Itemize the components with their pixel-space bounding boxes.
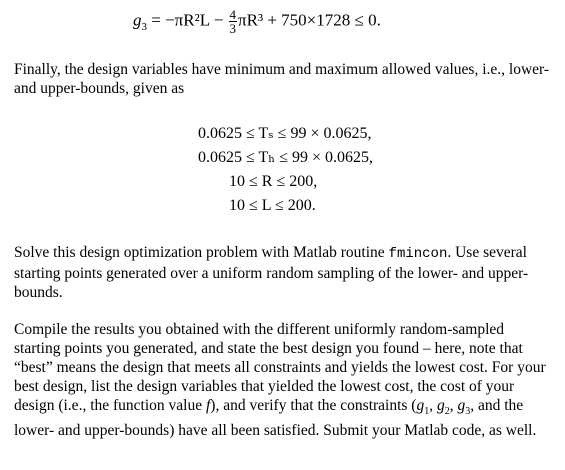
- bounds-list: [198, 122, 373, 218]
- compile-text-1: Compile the results you obtained with the different uniformly random-sampled starting points you generated, and state the best design you found – here, note that “best” means the design that meets all constraints and yields the lowest cost. For your best design, list the design variables that yielded the lowest cost, the cost of your design (i.e., the function value: [14, 321, 546, 414]
- fraction-numerator: 4: [229, 7, 237, 22]
- comma: ,: [429, 397, 437, 414]
- compile-text-2: ), and verify that the constraints (: [210, 397, 417, 414]
- g3-subscript-inline: 3: [465, 406, 471, 418]
- equation-g3: [133, 8, 381, 35]
- g3-symbol-inline: g: [457, 397, 466, 414]
- comma: ,: [449, 397, 458, 414]
- fmincon-code: fmincon: [388, 246, 448, 262]
- bounds-intro-paragraph: Finally, the design variables have minimum and maximum allowed values, i.e., lower- and upper-bounds, given as: [14, 61, 550, 97]
- g3-symbol: g: [133, 10, 142, 30]
- compile-text-3: , and the lower- and upper-bounds) have all been satisfied. Submit your Matlab code, as well.: [14, 397, 537, 440]
- solve-text-1: Solve this design optimization problem with Matlab routine: [14, 244, 389, 261]
- g3-term-1: = −πR²L −: [147, 10, 228, 30]
- bound-r: 10 ≤ R ≤ 200,: [229, 173, 318, 190]
- bound-th: 0.0625 ≤ Tₕ ≤ 99 × 0.0625,: [198, 149, 373, 166]
- g3-term-2: πR³ + 750×1728 ≤ 0.: [238, 10, 381, 30]
- g1-subscript: 1: [424, 406, 430, 418]
- g2-subscript: 2: [444, 406, 450, 418]
- fraction-four-thirds: [229, 8, 238, 35]
- fraction-denominator: 3: [229, 21, 237, 36]
- bound-ts: 0.0625 ≤ Tₛ ≤ 99 × 0.0625,: [198, 125, 372, 142]
- solve-text-2: . Use several starting points generated over a uniform random sampling of the lower- and upper-bounds.: [14, 244, 529, 301]
- g2-symbol: g: [436, 397, 445, 414]
- bound-l: 10 ≤ L ≤ 200.: [229, 197, 316, 214]
- solve-instruction-paragraph: [14, 243, 554, 302]
- compile-results-paragraph: [14, 320, 554, 440]
- f-symbol: f: [205, 397, 211, 414]
- g3-subscript: 3: [141, 20, 147, 33]
- g1-symbol: g: [416, 397, 425, 414]
